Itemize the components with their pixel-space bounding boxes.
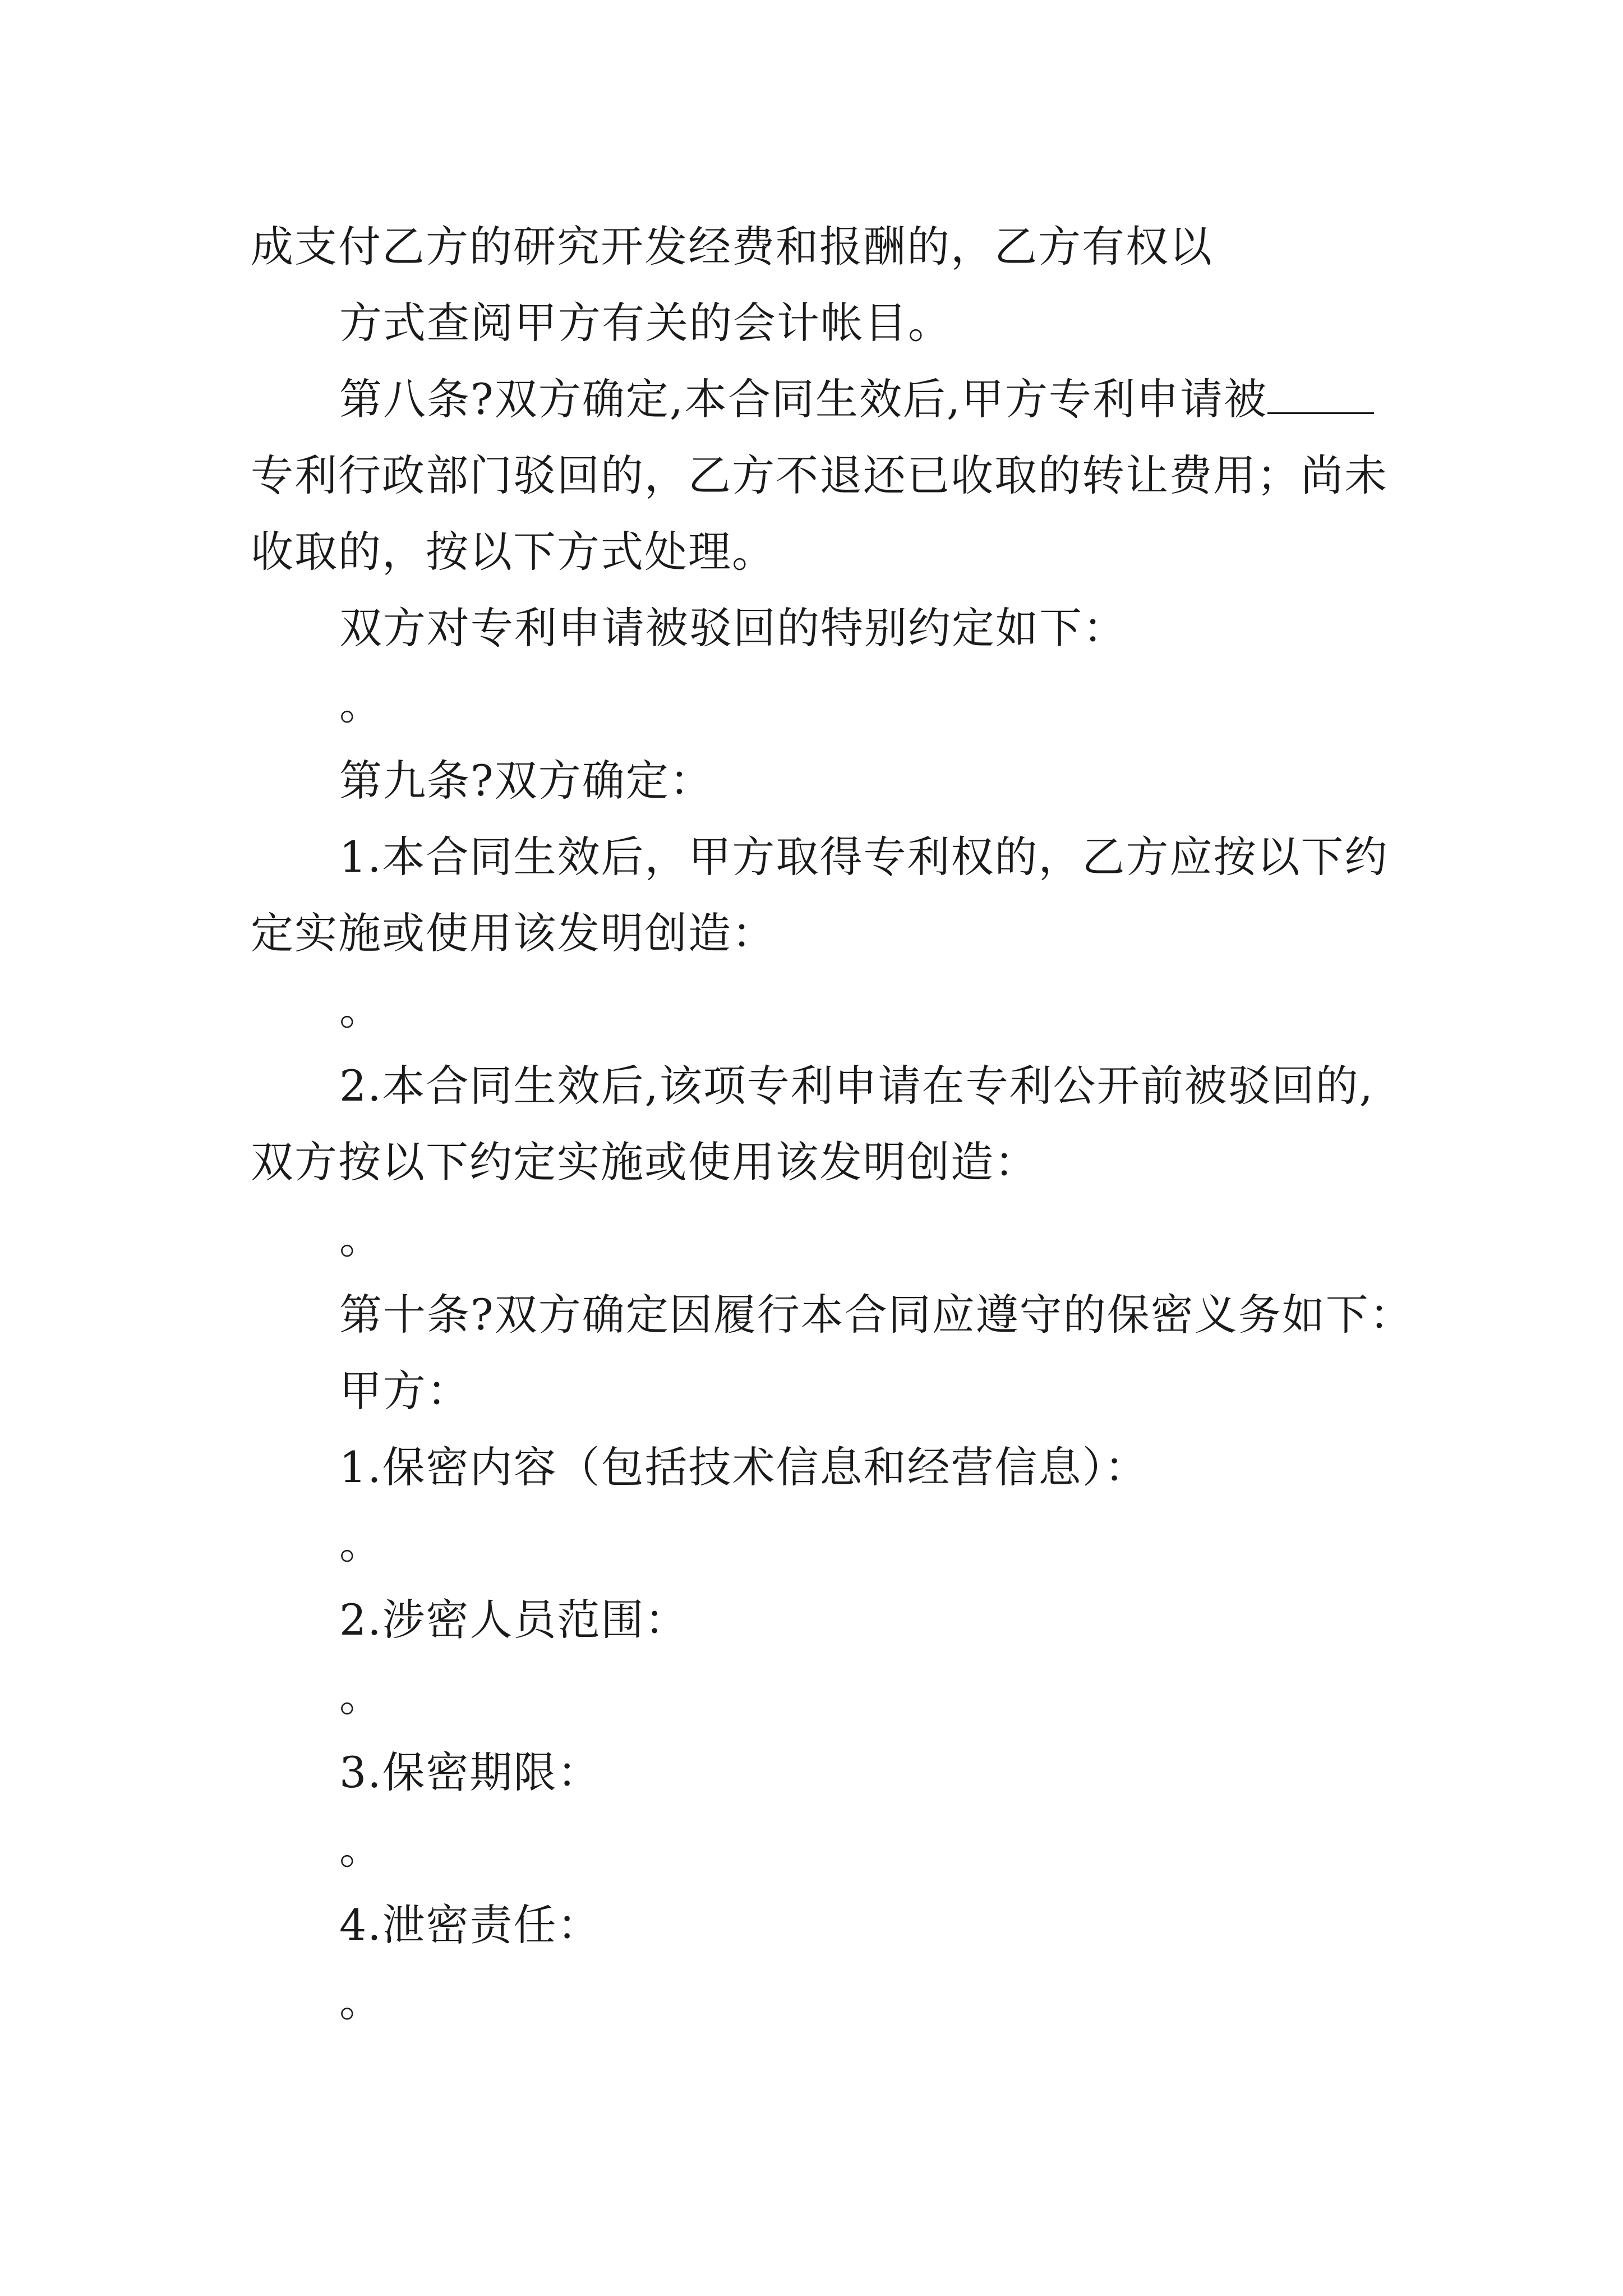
paragraph-line: 2.本合同生效后,该项专利申请在专利公开前被驳回的, (339, 1061, 1374, 1111)
list-item: 4.泄密责任： (339, 1900, 601, 1950)
placeholder-period: 。 (339, 1976, 383, 2026)
placeholder-period: 。 (339, 1213, 383, 1263)
placeholder-period: 。 (339, 984, 383, 1034)
placeholder-period: 。 (339, 1519, 383, 1568)
document-body (251, 209, 1413, 2040)
list-item: 3.保密期限： (339, 1747, 601, 1797)
paragraph-line: 1.本合同生效后，甲方取得专利权的，乙方应按以下约 (339, 832, 1389, 882)
paragraph-line: 成支付乙方的研究开发经费和报酬的，乙方有权以 (251, 222, 1213, 272)
list-item: 2.涉密人员范围： (339, 1595, 689, 1645)
list-item: 1.保密内容（包括技术信息和经营信息）： (339, 1442, 1149, 1492)
article-8-heading-line (251, 361, 1389, 438)
paragraph-line: 方式查阅甲方有关的会计帐目。 (339, 298, 952, 348)
article-9-heading: 第九条?双方确定： (339, 756, 713, 806)
paragraph-line: 双方按以下约定实施或使用该发明创造： (251, 1137, 1038, 1187)
paragraph-line: 专利行政部门驳回的，乙方不退还已收取的转让费用；尚未 (251, 450, 1388, 500)
paragraph-line: 收取的，按以下方式处理。 (251, 527, 776, 577)
party-a-label: 甲方： (339, 1366, 471, 1416)
placeholder-period: 。 (339, 679, 383, 729)
placeholder-period: 。 (339, 1824, 383, 1874)
paragraph-text: 第八条?双方确定,本合同生效后,甲方专利申请被 (339, 374, 1268, 424)
placeholder-period: 。 (339, 1671, 383, 1721)
article-10-heading: 第十条?双方确定因履行本合同应遵守的保密义务如下： (339, 1290, 1413, 1340)
paragraph-line: 双方对专利申请被驳回的特别约定如下： (339, 603, 1127, 653)
paragraph-line: 定实施或使用该发明创造： (251, 908, 776, 958)
fill-in-blank (1267, 373, 1374, 414)
